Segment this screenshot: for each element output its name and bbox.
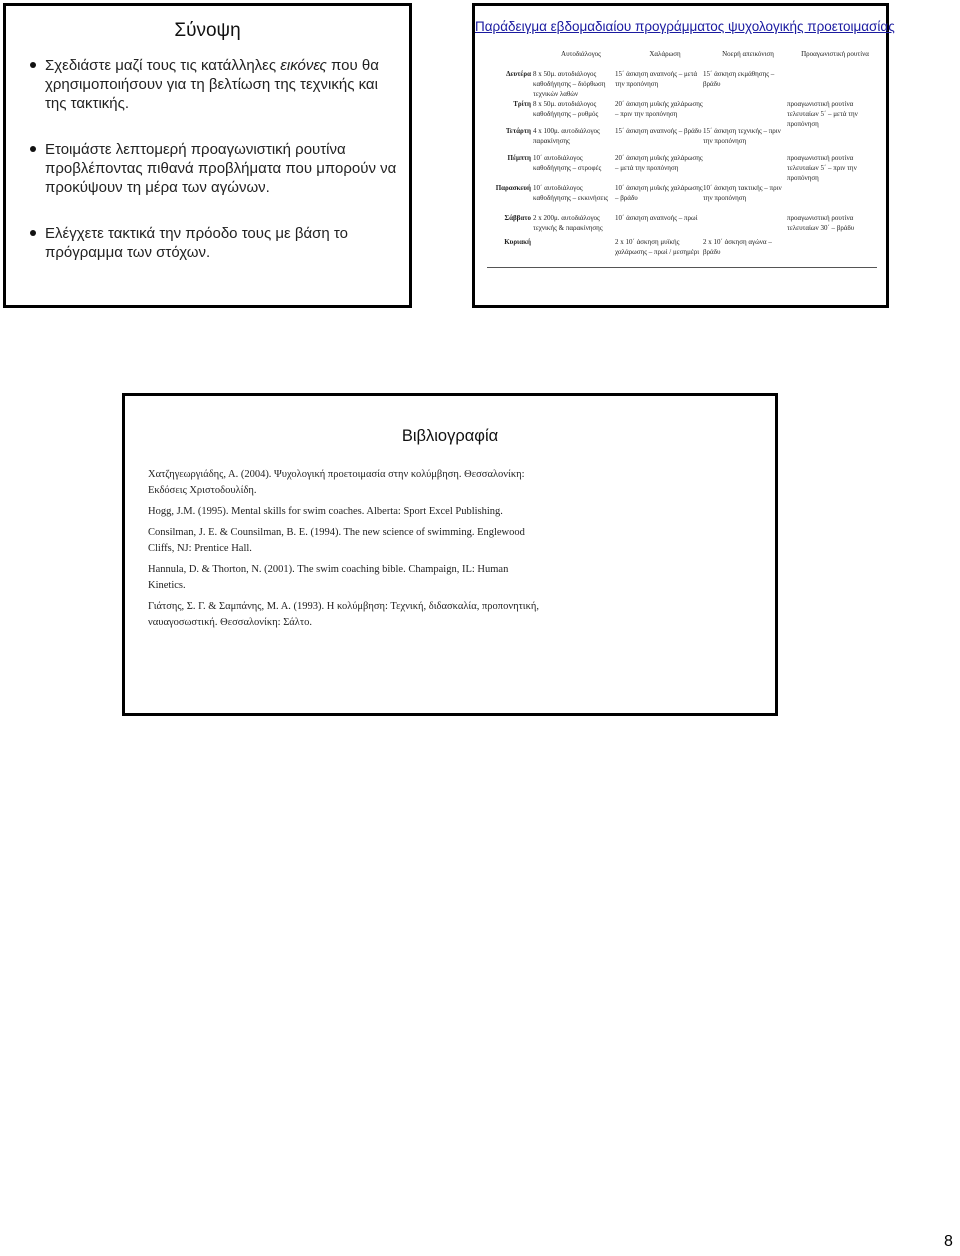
schedule-cell: 2 x 200μ. αυτοδιάλογος τεχνικής & παρακίνησης	[533, 214, 603, 232]
schedule-cell: 2 x 10΄ άσκηση αγώνα – βράδυ	[703, 238, 772, 256]
reference-list	[148, 467, 548, 636]
bullet-dot-icon	[30, 62, 36, 68]
summary-slide	[3, 3, 412, 308]
summary-bullet-2	[27, 140, 397, 197]
schedule-row	[487, 237, 877, 267]
bullet-text: Ετοιμάστε λεπτομερή προαγωνιστική ρουτίνα προβλέποντας πιθανά προβλήματα που μπορούν να προκύψουν τη μέρα των αγώνων.	[45, 141, 397, 196]
schedule-cell: 10΄ άσκηση αναπνοής – πρωί	[615, 214, 698, 222]
schedule-day: Σάββατο	[504, 214, 531, 222]
reference-item: Χατζηγεωργιάδης, Α. (2004). Ψυχολογική προετοιμασία στην κολύμβηση. Θεσσαλονίκη: Εκδόσεις Χριστοδουλίδη.	[148, 469, 525, 496]
reference-item: Hannula, D. & Thorton, N. (2001). The swim coaching bible. Champaign, IL: Human Kinetics.	[148, 564, 509, 591]
schedule-cell: 15΄ άσκηση τεχνικής – πριν την προπόνηση	[703, 127, 781, 145]
reference-item: Γιάτσης, Σ. Γ. & Σαμπάνης, Μ. Α. (1993). Η κολύμβηση: Τεχνική, διδασκαλία, προπονητική, ναυαγοσωστική. Θεσσαλονίκη: Σάλτο.	[148, 601, 540, 628]
schedule-row	[487, 126, 877, 153]
schedule-cell: 10΄ άσκηση τακτικής – πριν την προπόνηση	[703, 184, 782, 202]
schedule-day: Τετάρτη	[505, 127, 531, 135]
header-precompetition: Προαγωνιστική ρουτίνα	[801, 50, 869, 58]
schedule-cell: 15΄ άσκηση αναπνοής – μετά την προπόνηση	[615, 70, 698, 88]
schedule-cell: προαγωνιστική ρουτίνα τελευταίων 5΄ – πριν την προπόνηση	[787, 154, 857, 182]
schedule-cell: 8 x 50μ. αυτοδιάλογος καθοδήγησης – ρυθμός	[533, 100, 599, 118]
schedule-row	[487, 69, 877, 99]
schedule-bottom-rule	[487, 267, 877, 268]
summary-bullet-1	[27, 56, 397, 113]
reference-item: Consilman, J. E. & Counsilman, B. E. (1994). The new science of swimming. Englewood Cliffs, NJ: Prentice Hall.	[148, 527, 525, 554]
schedule-header-row	[487, 49, 877, 69]
bibliography-slide	[122, 393, 778, 716]
schedule-cell: προαγωνιστική ρουτίνα τελευταίων 30΄ – βράδυ	[787, 214, 855, 232]
schedule-row	[487, 213, 877, 237]
bibliography-title: Βιβλιογραφία	[401, 427, 499, 445]
schedule-cell: 15΄ άσκηση εκμάθησης – βράδυ	[703, 70, 775, 88]
summary-bullet-list	[27, 56, 397, 289]
summary-bullet-3	[27, 224, 397, 262]
schedule-rows	[487, 69, 877, 267]
summary-title: Σύνοψη	[174, 20, 241, 41]
bullet-text: Ελέγχετε τακτικά την πρόοδο τους με βάση το πρόγραμμα των στόχων.	[45, 225, 348, 261]
header-imagery: Νοερή απεικόνιση	[722, 50, 774, 58]
schedule-slide	[472, 3, 895, 308]
schedule-cell: 10΄ αυτοδιάλογος καθοδήγησης – στροφές	[533, 154, 602, 172]
bullet-text-tail: που θα χρησιμοποιήσουν για τη βελτίωση της τεχνικής και της τακτικής.	[45, 57, 379, 112]
schedule-cell: 20΄ άσκηση μυϊκής χαλάρωσης – πριν την προπόνηση	[615, 100, 703, 118]
reference-item: Hogg, J.M. (1995). Mental skills for swim coaches. Alberta: Sport Excel Publishing.	[148, 506, 503, 517]
header-relaxation: Χαλάρωση	[649, 50, 681, 58]
schedule-cell: 4 x 100μ. αυτοδιάλογος παρακίνησης	[533, 127, 600, 145]
bullet-text: Σχεδιάστε μαζί τους τις κατάλληλες	[45, 57, 281, 74]
schedule-cell: 8 x 50μ. αυτοδιάλογος καθοδήγησης – διόρθωση τεχνικών λαθών	[533, 70, 606, 98]
schedule-title: Παράδειγμα εβδομαδιαίου προγράμματος ψυχολογικής προετοιμασίας	[475, 19, 895, 34]
schedule-day: Τρίτη	[513, 100, 531, 108]
schedule-row	[487, 183, 877, 213]
bullet-dot-icon	[30, 230, 36, 236]
schedule-cell: 10΄ αυτοδιάλογος καθοδήγησης – εκκινήσεις	[533, 184, 608, 202]
bullet-emphasis: εικόνες	[280, 57, 327, 74]
schedule-cell: 10΄ άσκηση μυϊκής χαλάρωσης – βράδυ	[615, 184, 703, 202]
schedule-table	[487, 49, 877, 267]
page-number: 8	[944, 1233, 953, 1250]
schedule-day: Κυριακή	[504, 238, 531, 246]
header-self-talk: Αυτοδιάλογος	[561, 50, 601, 58]
schedule-row	[487, 153, 877, 183]
schedule-cell: 2 x 10΄ άσκηση μυϊκής χαλάρωσης – πρωί / μεσημέρι	[615, 238, 700, 256]
schedule-day: Παρασκευή	[495, 184, 531, 192]
schedule-day: Δευτέρα	[506, 70, 531, 78]
schedule-cell: 20΄ άσκηση μυϊκής χαλάρωσης – μετά την προπόνηση	[615, 154, 703, 172]
schedule-cell: 15΄ άσκηση αναπνοής – βράδυ	[615, 127, 702, 135]
schedule-row	[487, 99, 877, 126]
schedule-cell: προαγωνιστική ρουτίνα τελευταίων 5΄ – μετά την προπόνηση	[787, 100, 858, 128]
bullet-dot-icon	[30, 146, 36, 152]
schedule-day: Πέμπτη	[507, 154, 531, 162]
